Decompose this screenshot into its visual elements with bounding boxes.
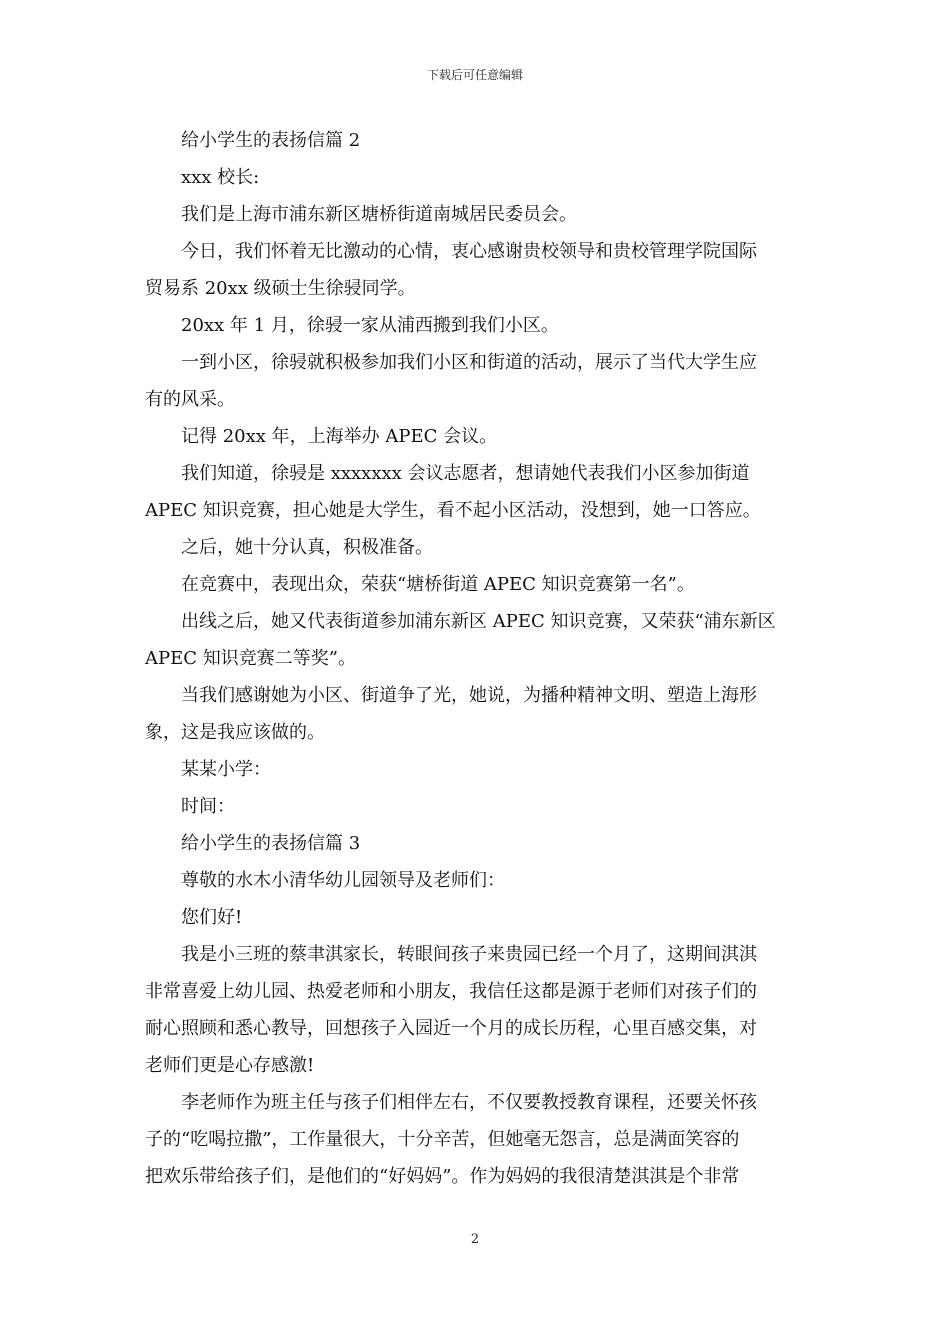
page-header: 下载后可任意编辑	[426, 68, 523, 82]
text-line: 李老师作为班主任与孩子们相伴左右，不仅要教授教育课程，还要关怀孩	[181, 1092, 757, 1113]
text-line: APEC 知识竞赛，担心她是大学生，看不起小区活动，没想到，她一口答应。	[145, 500, 761, 521]
text-line: 20xx 年 1 月，徐骎一家从浦西搬到我们小区。	[181, 315, 559, 336]
text-line: 您们好!	[181, 907, 243, 928]
text-line: 我们是上海市浦东新区塘桥街道南城居民委员会。	[181, 204, 577, 225]
text-line: xxx 校长:	[181, 167, 260, 188]
text-line: APEC 知识竞赛二等奖”。	[145, 648, 356, 669]
text-line: 当我们感谢她为小区、街道争了光，她说，为播种精神文明、塑造上海形	[181, 685, 757, 706]
text-line: 之后，她十分认真，积极准备。	[181, 537, 433, 558]
text-line: 时间：	[181, 796, 235, 817]
text-line: 今日，我们怀着无比激动的心情，衷心感谢贵校领导和贵校管理学院国际	[181, 241, 757, 262]
text-line: 一到小区，徐骎就积极参加我们小区和街道的活动，展示了当代大学生应	[181, 352, 757, 373]
text-line: 贸易系 20xx 级硕士生徐骎同学。	[145, 278, 416, 299]
text-line: 在竞赛中，表现出众，荣获“塘桥街道 APEC 知识竞赛第一名”。	[181, 574, 695, 595]
text-line: 某某小学：	[181, 759, 271, 780]
text-line: 给小学生的表扬信篇 2	[181, 130, 361, 151]
text-line: 记得 20xx 年，上海举办 APEC 会议。	[181, 426, 498, 447]
page-number: 2	[470, 1232, 480, 1247]
text-line: 给小学生的表扬信篇 3	[181, 833, 361, 854]
document-body	[145, 122, 807, 1195]
text-line: 把欢乐带给孩子们，是他们的“好妈妈”。作为妈妈的我很清楚淇淇是个非常	[145, 1166, 740, 1187]
text-line: 耐心照顾和悉心教导，回想孩子入园近一个月的成长历程，心里百感交集，对	[145, 1018, 757, 1039]
text-line: 我们知道，徐骎是 xxxxxxx 会议志愿者，想请她代表我们小区参加街道	[181, 463, 750, 484]
text-line: 老师们更是心存感激!	[145, 1055, 315, 1076]
text-line: 象，这是我应该做的。	[145, 722, 325, 743]
text-line: 我是小三班的蔡聿淇家长，转眼间孩子来贵园已经一个月了，这期间淇淇	[181, 944, 757, 965]
text-line: 出线之后，她又代表街道参加浦东新区 APEC 知识竞赛，又荣获“浦东新区	[181, 611, 776, 632]
text-line: 有的风采。	[145, 389, 235, 410]
text-line: 非常喜爱上幼儿园、热爱老师和小朋友，我信任这都是源于老师们对孩子们的	[145, 981, 757, 1002]
text-line: 尊敬的水木小清华幼儿园领导及老师们：	[181, 870, 505, 891]
text-line: 子的“吃喝拉撒”，工作量很大，十分辛苦，但她毫无怨言，总是满面笑容的	[145, 1129, 740, 1150]
